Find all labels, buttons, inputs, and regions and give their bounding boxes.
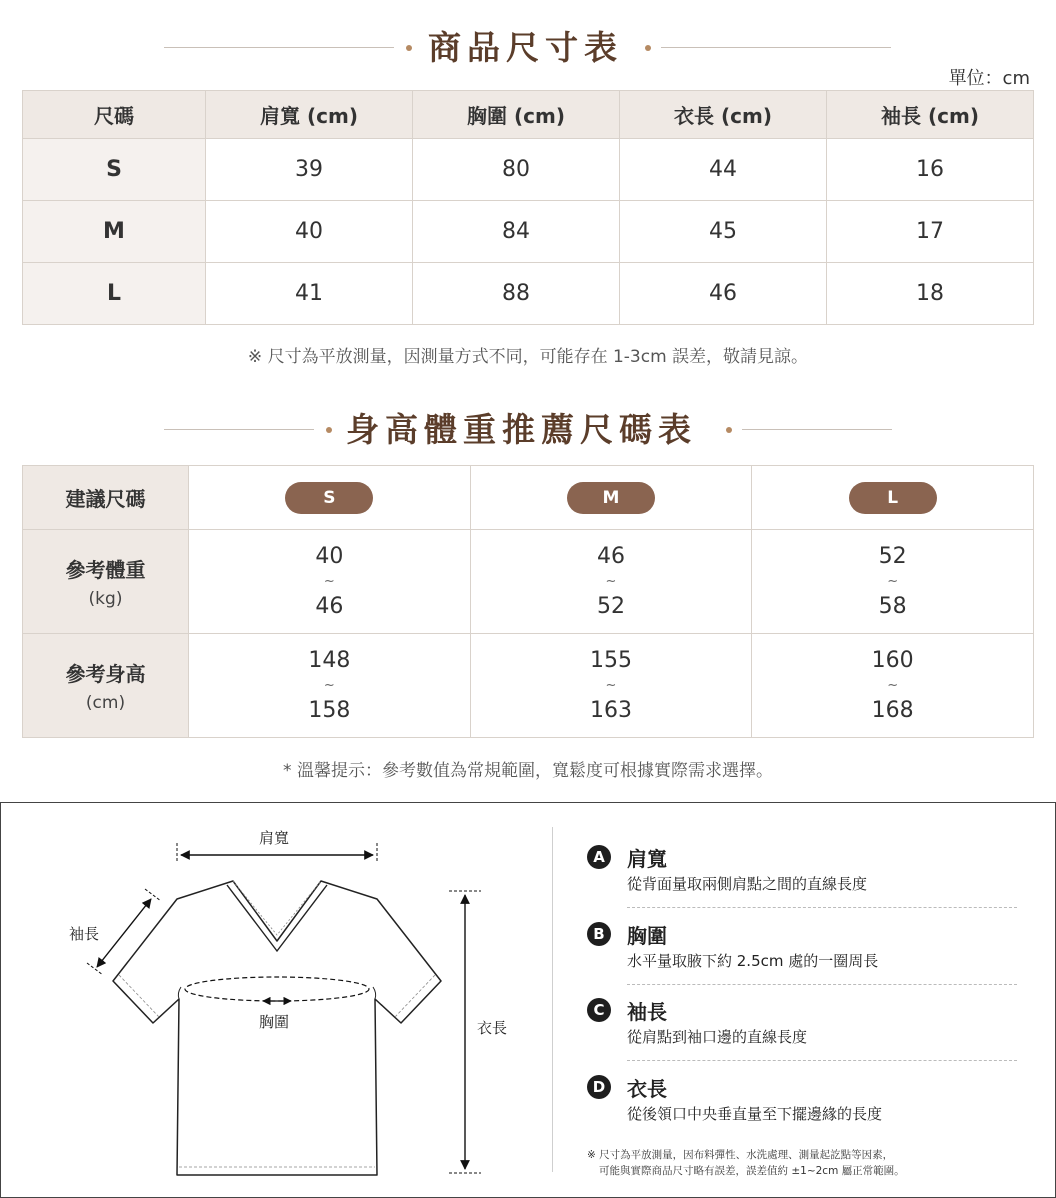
table-cell: 16 [827,139,1034,201]
title-dot-right [726,427,732,433]
range-tilde: ~ [605,573,617,589]
badge-a: A [587,845,611,869]
measurement-title: 袖長 [627,1000,667,1024]
row-label-weight [23,530,189,634]
table-row [23,634,1034,738]
table-cell [752,530,1034,634]
title-dot-left [406,45,412,51]
height-unit: (cm) [85,693,126,713]
header-sleeve: 袖長 (cm) [827,91,1034,139]
table-row [23,466,1034,530]
range-from: 160 [871,647,914,673]
table-cell: 84 [413,201,620,263]
table-cell [470,530,752,634]
table-cell [189,466,471,530]
table-cell: 18 [827,263,1034,325]
item-divider [627,1060,1017,1061]
weight-unit: (kg) [88,589,123,609]
title-dot-right [645,45,651,51]
range-tilde: ~ [887,573,899,589]
row-size-label: M [23,201,206,263]
table-cell [752,466,1034,530]
title-rule-right [661,47,891,48]
table-cell [470,634,752,738]
table-cell [189,634,471,738]
measurement-desc: 從背面量取兩側肩點之間的直線長度 [627,875,868,893]
table-cell [189,530,471,634]
badge-d: D [587,1075,611,1099]
weight-label: 參考體重 [65,558,146,582]
table-row [23,263,1034,325]
size-chart-note: ※ 尺寸為平放測量，因測量方式不同，可能存在 1-3cm 誤差，敬請見諒。 [247,347,809,367]
header-shoulder: 肩寬 (cm) [206,91,413,139]
range-from: 148 [308,647,351,673]
range-from: 155 [589,647,632,673]
range-to: 46 [315,593,344,619]
range-to: 158 [308,697,351,723]
height-label: 參考身高 [65,662,146,686]
table-row [23,201,1034,263]
recommend-chart-table [22,465,1034,738]
table-cell: 39 [206,139,413,201]
size-pill: L [849,482,937,514]
label-chest: 胸圍 [259,1013,290,1031]
table-cell: 45 [620,201,827,263]
row-size-label: L [23,263,206,325]
label-shoulder: 肩寬 [259,829,290,847]
row-label-size: 建議尺碼 [23,466,189,530]
table-cell [752,634,1034,738]
header-length: 衣長 (cm) [620,91,827,139]
measurement-title: 肩寬 [627,847,667,871]
range-tilde: ~ [887,677,899,693]
badge-c: C [587,998,611,1022]
title-rule-left [164,429,314,430]
measurement-guide [0,802,1056,1198]
table-header-row [23,91,1034,139]
range-to: 52 [596,593,625,619]
measurement-desc: 從肩點到袖口邊的直線長度 [627,1028,808,1046]
range-to: 163 [589,697,632,723]
size-pill: M [567,482,655,514]
range-to: 58 [878,593,907,619]
header-size: 尺碼 [23,91,206,139]
table-cell: 17 [827,201,1034,263]
measurement-desc: 從後領口中央垂直量至下擺邊緣的長度 [627,1105,883,1123]
measurement-title: 胸圍 [627,924,667,948]
table-row [23,139,1034,201]
diagram-divider [552,827,553,1172]
row-label-height [23,634,189,738]
title-dot-left [326,427,332,433]
recommend-chart-title: 身高體重推薦尺碼表 [346,410,697,449]
measurement-title: 衣長 [627,1077,667,1101]
size-chart-heading [0,18,1056,78]
row-size-label: S [23,139,206,201]
table-cell [470,466,752,530]
table-cell: 80 [413,139,620,201]
tshirt-diagram [1,803,541,1198]
fine-print-line-2: 可能與實際商品尺寸略有誤差，誤差值約 ±1~2cm 屬正常範圍。 [599,1165,905,1177]
table-cell: 41 [206,263,413,325]
table-cell: 88 [413,263,620,325]
item-divider [627,984,1017,985]
table-cell: 44 [620,139,827,201]
item-divider [627,907,1017,908]
table-cell: 46 [620,263,827,325]
badge-b: B [587,922,611,946]
title-rule-right [742,429,892,430]
range-tilde: ~ [605,677,617,693]
label-length: 衣長 [477,1019,508,1037]
header-chest: 胸圍 (cm) [413,91,620,139]
table-cell: 40 [206,201,413,263]
recommend-chart-heading [0,400,1056,460]
recommend-chart-note: * 溫馨提示：參考數值為常規範圍，寬鬆度可根據實際需求選擇。 [283,761,773,781]
range-from: 52 [878,543,907,569]
measurement-desc: 水平量取腋下約 2.5cm 處的一圈周長 [627,952,879,970]
range-to: 168 [871,697,914,723]
range-from: 46 [596,543,625,569]
table-row [23,530,1034,634]
unit-label: 單位：cm [948,68,1030,89]
size-chart-title: 商品尺寸表 [428,28,623,67]
label-sleeve: 袖長 [69,925,100,943]
size-chart-table [22,90,1034,325]
range-tilde: ~ [323,677,335,693]
range-from: 40 [315,543,344,569]
range-tilde: ~ [323,573,335,589]
title-rule-left [164,47,394,48]
fine-print-line-1: ※ 尺寸為平放測量，因布料彈性、水洗處理、測量起訖點等因素， [587,1149,894,1161]
size-pill: S [285,482,373,514]
